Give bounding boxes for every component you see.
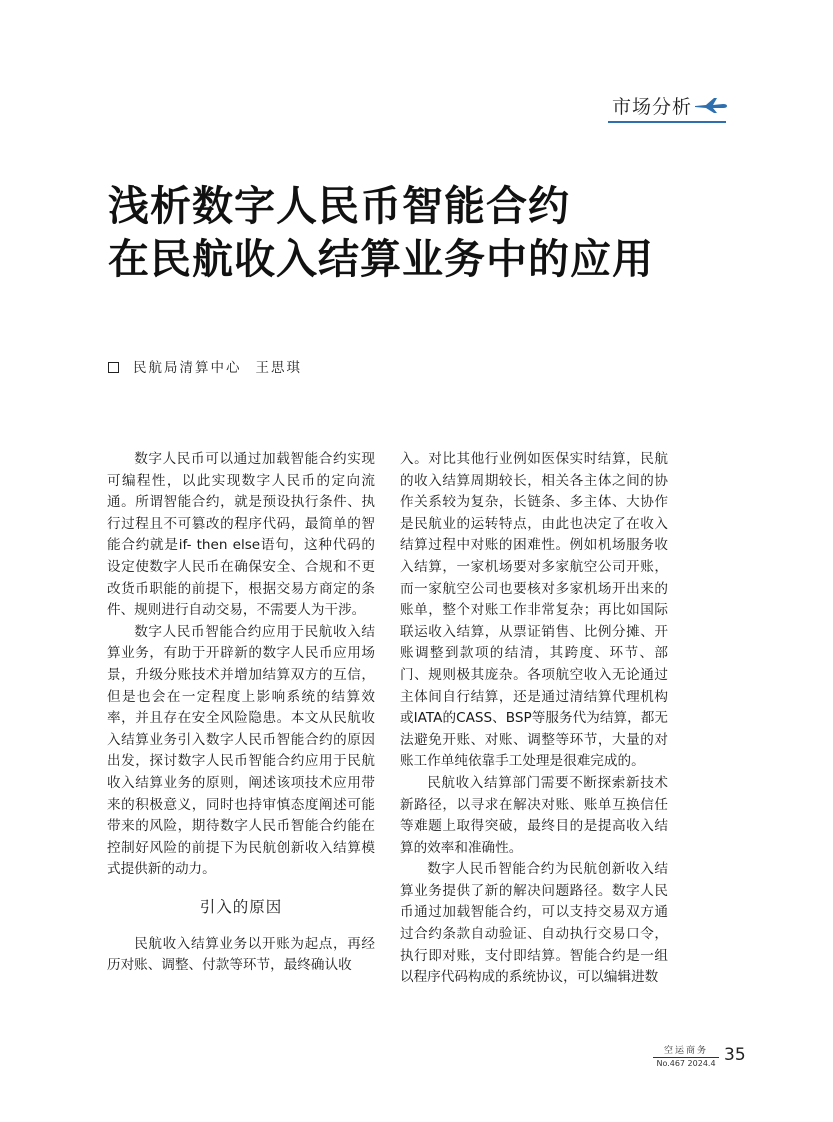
airplane-icon — [694, 96, 728, 114]
author-org: 民航局清算中心 — [133, 360, 242, 376]
paragraph: 入。对比其他行业例如医保实时结算，民航的收入结算周期较长，相关各主体之间的协作关系较为复杂，长链条、多主体、大协作是民航业的运转特点，由此也决定了在收入结算过程中对账的困难性。例如机场服务收入结算，一家机场要对多家航空公司开账，而一家航空公司也要核对多家机场开出来的账单，整个对账工作非常复杂；再比如国际联运收入结算，从票证销售、比例分摊、开账调整到款项的结清，其跨度、环节、部门、规则极其庞杂。各项航空收入无论通过主体间自行结算，还是通过清结算代理机构或IATA的CASS、BSP等服务代为结算，都无法避免开账、对账、调整等环节，大量的对账工作单纯依靠手工处理是很难完成的。 — [400, 451, 668, 770]
left-column — [107, 449, 375, 977]
section-tag: 市场分析 — [612, 96, 693, 118]
section-rule — [608, 121, 726, 123]
paragraph: 民航收入结算部门需要不断探索新技术新路径，以寻求在解决对账、账单互换信任等难题上取得突破，最终目的是提高收入结算的效率和准确性。 — [400, 774, 668, 856]
page-number: 35 — [724, 1045, 746, 1065]
section-heading: 引入的原因 — [199, 897, 283, 916]
author-name: 王思琪 — [255, 360, 302, 376]
paragraph: 数字人民币智能合约为民航创新收入结算业务提供了新的解决问题路径。数字人民币通过加载智能合约，可以支持交易双方通过合约条款自动验证、自动执行交易口令，执行即对账，支付即结算。智能合约是一组以程序代码构成的系统协议，可以编辑进数 — [400, 861, 668, 986]
square-icon — [108, 362, 119, 373]
title-line-1: 浅析数字人民币智能合约 — [108, 182, 570, 230]
paragraph: 数字人民币智能合约应用于民航收入结算业务，有助于开辟新的数字人民币应用场景，升级分账技术并增加结算双方的互信，但是也会在一定程度上影响系统的结算效率，并且存在安全风险隐患。本文从民航收入结算业务引入数字人民币智能合约的原因出发，探讨数字人民币智能合约应用于民航收入结算业务的原则，阐述该项技术应用带来的积极意义，同时也持审慎态度阐述可能带来的风险，期待数字人民币智能合约能在控制好风险的前提下为民航创新收入结算模式提供新的动力。 — [107, 623, 375, 878]
issue-info: No.467 2024.4 — [656, 1059, 716, 1068]
byline — [108, 356, 302, 376]
magazine-footer — [653, 1046, 719, 1069]
paragraph: 数字人民币可以通过加载智能合约实现可编程性，以此实现数字人民币的定向流通。所谓智能合约，就是预设执行条件、执行过程且不可篡改的程序代码，最简单的智能合约就是if- then else语句，这种代码的设定使数字人民币在确保安全、合规和不更改货币职能的前提下，根据交易方商定的条件、规则进行自动交易，不需要人为干涉。 — [107, 451, 375, 619]
magazine-name: 空运商务 — [653, 1046, 719, 1058]
paragraph: 民航收入结算业务以开账为起点，再经历对账、调整、付款等环节，最终确认收 — [107, 935, 375, 974]
right-column — [400, 449, 668, 989]
article-title — [108, 180, 654, 286]
title-line-2: 在民航收入结算业务中的应用 — [108, 235, 654, 283]
